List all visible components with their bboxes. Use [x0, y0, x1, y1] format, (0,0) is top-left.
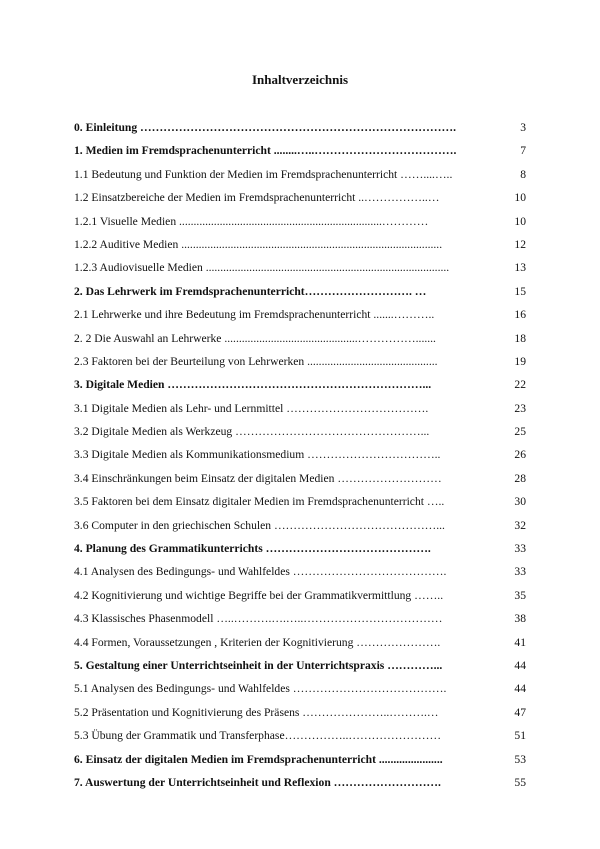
toc-entry	[74, 397, 526, 420]
toc-entry-label: 3.2 Digitale Medien als Werkzeug …………………………………………...	[74, 425, 430, 439]
toc-entry-label: 1.2.2 Auditive Medien ..........................................................................................	[74, 237, 443, 251]
page-title: Inhaltverzeichnis	[251, 72, 349, 87]
toc-entry-page-number: 10	[514, 214, 526, 228]
toc-entry	[74, 420, 526, 443]
toc-entry	[74, 537, 526, 560]
toc-entry-page-number: 26	[514, 448, 526, 462]
toc-entry-label: 4.2 Kognitivierung und wichtige Begriffe bei der Grammatikvermittlung ……..	[74, 588, 444, 602]
table-of-contents	[74, 116, 526, 794]
toc-entry	[74, 139, 526, 162]
toc-entry-label: 4.4 Formen, Voraussetzungen , Kriterien der Kognitivierung ………………….	[74, 635, 441, 649]
toc-entry-page-number: 18	[514, 331, 526, 345]
toc-entry-page-number: 12	[514, 237, 526, 251]
toc-entry	[74, 654, 526, 677]
toc-entry	[74, 256, 526, 279]
toc-entry	[74, 210, 526, 233]
toc-entry	[74, 631, 526, 654]
toc-entry-page-number: 28	[514, 471, 526, 485]
toc-entry	[74, 490, 526, 513]
toc-entry	[74, 607, 526, 630]
toc-entry	[74, 186, 526, 209]
toc-entry-label: 2.1 Lehrwerke und ihre Bedeutung im Fremdsprachenunterricht .......………..	[74, 308, 435, 322]
toc-entry-page-number: 16	[514, 308, 526, 322]
toc-entry-label: 2. Das Lehrwerk im Fremdsprachenunterricht………………………. …	[74, 284, 427, 298]
toc-entry-label: 2.3 Faktoren bei der Beurteilung von Lehrwerken .............................................	[74, 354, 438, 368]
toc-entry	[74, 280, 526, 303]
toc-entry	[74, 514, 526, 537]
toc-entry	[74, 373, 526, 396]
toc-entry-label: 3.1 Digitale Medien als Lehr- und Lernmittel ……………………………….	[74, 401, 429, 415]
toc-entry-label: 4.1 Analysen des Bedingungs- und Wahlfeldes ………………………………….	[74, 565, 447, 579]
toc-entry	[74, 303, 526, 326]
toc-entry	[74, 724, 526, 747]
toc-entry-label: 4. Planung des Grammatikunterrichts …………………………………….	[74, 542, 431, 556]
toc-entry-page-number: 41	[514, 635, 526, 649]
toc-entry-label: 5. Gestaltung einer Unterrichtseinheit in der Unterrichtspraxis …………...	[74, 658, 443, 672]
toc-entry-page-number: 30	[514, 495, 526, 509]
toc-entry-label: 6. Einsatz der digitalen Medien im Fremdsprachenunterricht ......................	[74, 752, 443, 766]
toc-entry-page-number: 13	[514, 261, 526, 275]
toc-entry-label: 4.3 Klassisches Phasenmodell …..……….….…..………………………………	[74, 612, 443, 626]
toc-entry-label: 5.1 Analysen des Bedingungs- und Wahlfeldes ………………………………….	[74, 682, 447, 696]
toc-entry-page-number: 38	[514, 612, 526, 626]
toc-entry	[74, 350, 526, 373]
toc-entry-page-number: 23	[514, 401, 526, 415]
toc-entry-label: 3.5 Faktoren bei dem Einsatz digitaler Medien im Fremdsprachenunterricht …..	[74, 495, 445, 509]
toc-entry-page-number: 35	[514, 588, 526, 602]
toc-entry-label: 1. Medien im Fremdsprachenunterricht ........…..……………………………….	[74, 144, 457, 158]
toc-entry	[74, 584, 526, 607]
toc-entry-label: 5.2 Präsentation und Kognitivierung des Präsens …………………..……….…	[74, 705, 439, 719]
toc-entry-page-number: 33	[514, 542, 526, 556]
toc-entry-label: 3.3 Digitale Medien als Kommunikationsmedium ……………………………..	[74, 448, 441, 462]
toc-entry	[74, 677, 526, 700]
toc-entry-label: 0. Einleitung ……………………………………………………………………….	[74, 121, 456, 134]
toc-entry-label: 1.2.3 Audiovisuelle Medien ....................................................................................	[74, 261, 450, 275]
toc-entry-page-number: 53	[514, 752, 526, 766]
toc-entry	[74, 327, 526, 350]
toc-entry-page-number: 33	[514, 565, 526, 579]
toc-entry-label: 5.3 Übung der Grammatik und Transferphase……………..……………………	[74, 729, 442, 743]
toc-entry-label: 1.2 Einsatzbereiche der Medien im Fremdsprachenunterricht ..……………..…	[74, 191, 440, 205]
toc-entry	[74, 560, 526, 583]
toc-entry-page-number: 15	[514, 284, 526, 298]
toc-entry	[74, 771, 526, 794]
toc-entry-page-number: 47	[514, 705, 526, 719]
toc-entry	[74, 701, 526, 724]
toc-entry-page-number: 44	[514, 682, 526, 696]
toc-entry	[74, 443, 526, 466]
toc-entry-label: 3.6 Computer in den griechischen Schulen ……………………………………...	[74, 518, 445, 532]
toc-entry-page-number: 7	[520, 144, 526, 158]
toc-entry-page-number: 8	[520, 167, 526, 181]
toc-entry-label: 1.1 Bedeutung und Funktion der Medien im Fremdsprachenunterricht ……....…..	[74, 167, 453, 181]
toc-entry	[74, 467, 526, 490]
toc-entry-page-number: 51	[514, 729, 526, 743]
toc-entry-page-number: 22	[514, 378, 526, 392]
toc-entry-page-number: 32	[514, 518, 526, 532]
toc-entry-page-number: 3	[520, 121, 526, 134]
toc-entry-page-number: 10	[514, 191, 526, 205]
toc-entry-label: 1.2.1 Visuelle Medien ......................................................................…………	[74, 214, 429, 228]
toc-entry-label: 3.4 Einschränkungen beim Einsatz der digitalen Medien ………………………	[74, 471, 442, 485]
toc-entry-page-number: 19	[514, 354, 526, 368]
toc-entry-label: 7. Auswertung der Unterrichtseinheit und Reflexion ……………………….	[74, 775, 441, 789]
toc-entry	[74, 233, 526, 256]
toc-entry	[74, 116, 526, 139]
toc-entry-label: 3. Digitale Medien …………………………………………………………...	[74, 378, 432, 392]
toc-entry-page-number: 55	[514, 775, 526, 789]
toc-entry	[74, 748, 526, 771]
toc-entry-label: 2. 2 Die Auswahl an Lehrwerke ..............................................…………….......	[74, 331, 436, 345]
toc-entry	[74, 163, 526, 186]
toc-entry-page-number: 44	[514, 658, 526, 672]
toc-entry-page-number: 25	[514, 425, 526, 439]
